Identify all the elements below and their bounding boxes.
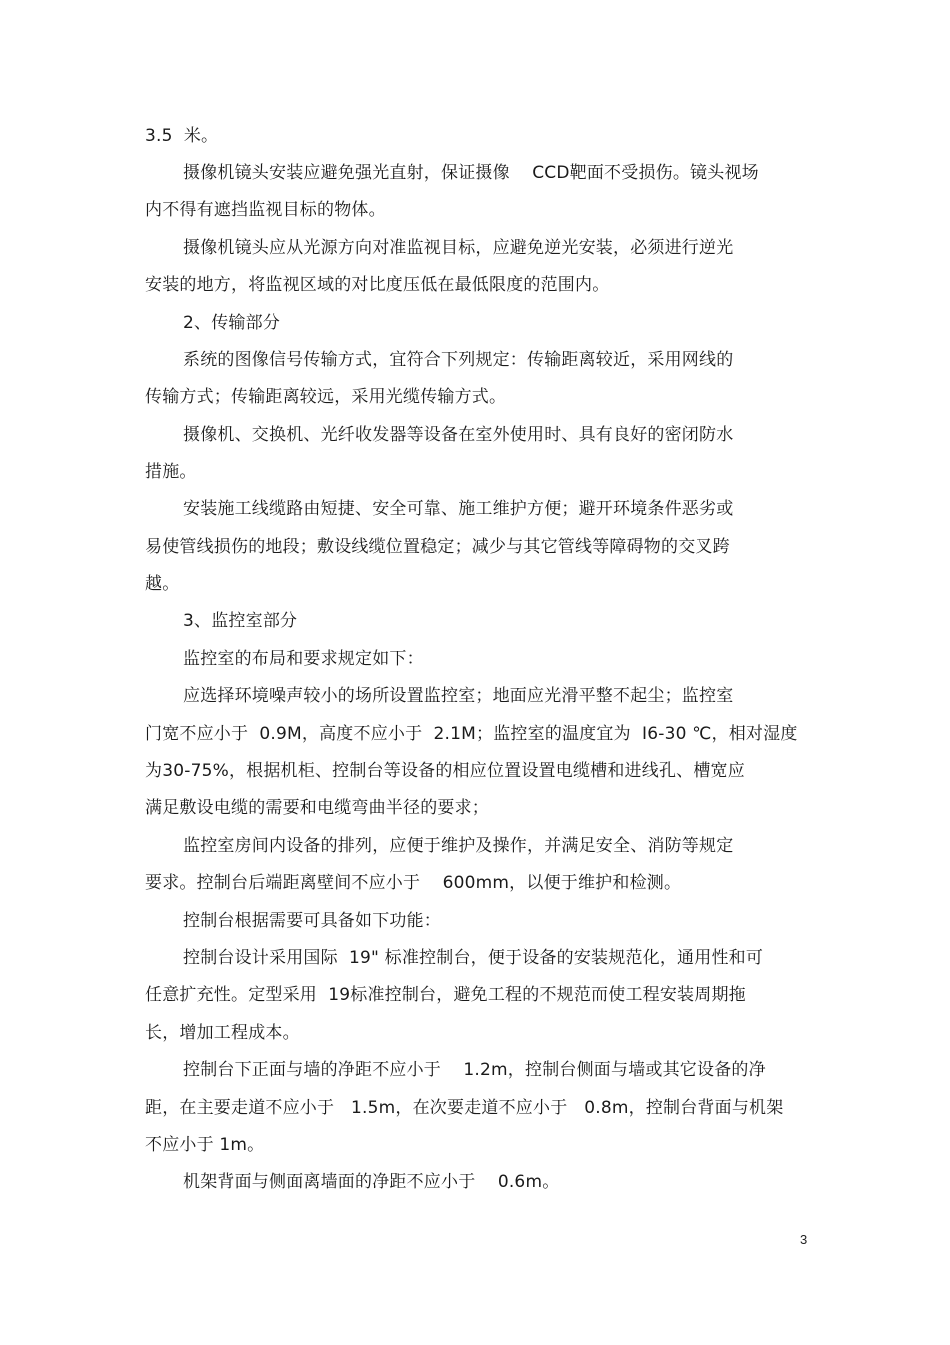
text-line: 传输方式；传输距离较远，采用光缆传输方式。: [145, 387, 507, 407]
text-line: 门宽不应小于 0.9M，高度不应小于 2.1M；监控室的温度宜为 I6-30 ℃，相对湿度: [145, 724, 798, 744]
section-heading: 3、监控室部分: [183, 611, 298, 631]
text-line: 系统的图像信号传输方式，宜符合下列规定：传输距离较近，采用网线的: [183, 350, 734, 370]
text-line: 监控室房间内设备的排列，应便于维护及操作，并满足安全、消防等规定: [183, 836, 734, 856]
text-line: 摄像机、交换机、光纤收发器等设备在室外使用时、具有良好的密闭防水: [183, 425, 734, 445]
text-line: 安装的地方，将监视区域的对比度压低在最低限度的范围内。: [145, 275, 610, 295]
text-line: 监控室的布局和要求规定如下：: [183, 649, 424, 669]
text-line: 越。: [145, 574, 180, 594]
text-line: 安装施工线缆路由短捷、安全可靠、施工维护方便；避开环境条件恶劣或: [183, 499, 734, 519]
text-line: 内不得有遮挡监视目标的物体。: [145, 200, 386, 220]
text-line: 措施。: [145, 462, 197, 482]
text-line: 3.5 米。: [145, 126, 219, 146]
text-line: 距，在主要走道不应小于 1.5m，在次要走道不应小于 0.8m，控制台背面与机架: [145, 1098, 784, 1118]
text-line: 易使管线损伤的地段；敷设线缆位置稳定；减少与其它管线等障碍物的交叉跨: [145, 537, 730, 557]
text-line: 不应小于 1m。: [145, 1135, 265, 1155]
text-line: 机架背面与侧面离墙面的净距不应小于 0.6m。: [183, 1172, 560, 1192]
text-line: 应选择环境噪声较小的场所设置监控室；地面应光滑平整不起尘；监控室: [183, 686, 734, 706]
text-line: 满足敷设电缆的需要和电缆弯曲半径的要求；: [145, 798, 489, 818]
text-line: 长，增加工程成本。: [145, 1023, 300, 1043]
text-line: 控制台下正面与墙的净距不应小于 1.2m，控制台侧面与墙或其它设备的净: [183, 1060, 766, 1080]
text-line: 任意扩充性。定型采用 19标准控制台，避免工程的不规范而使工程安装周期拖: [145, 985, 746, 1005]
section-heading: 2、传输部分: [183, 313, 281, 333]
text-line: 为30-75%，根据机柜、控制台等设备的相应位置设置电缆槽和进线孔、槽宽应: [145, 761, 745, 781]
text-line: 要求。控制台后端距离壁间不应小于 600mm，以便于维护和检测。: [145, 873, 682, 893]
text-line: 摄像机镜头应从光源方向对准监视目标，应避免逆光安装，必须进行逆光: [183, 238, 734, 258]
text-line: 控制台设计采用国际 19" 标准控制台，便于设备的安装规范化，通用性和可: [183, 948, 764, 968]
page-number: 3: [800, 1232, 808, 1247]
text-line: 摄像机镜头安装应避免强光直射，保证摄像 CCD靶面不受损伤。镜头视场: [183, 163, 759, 183]
text-line: 控制台根据需要可具备如下功能：: [183, 911, 441, 931]
